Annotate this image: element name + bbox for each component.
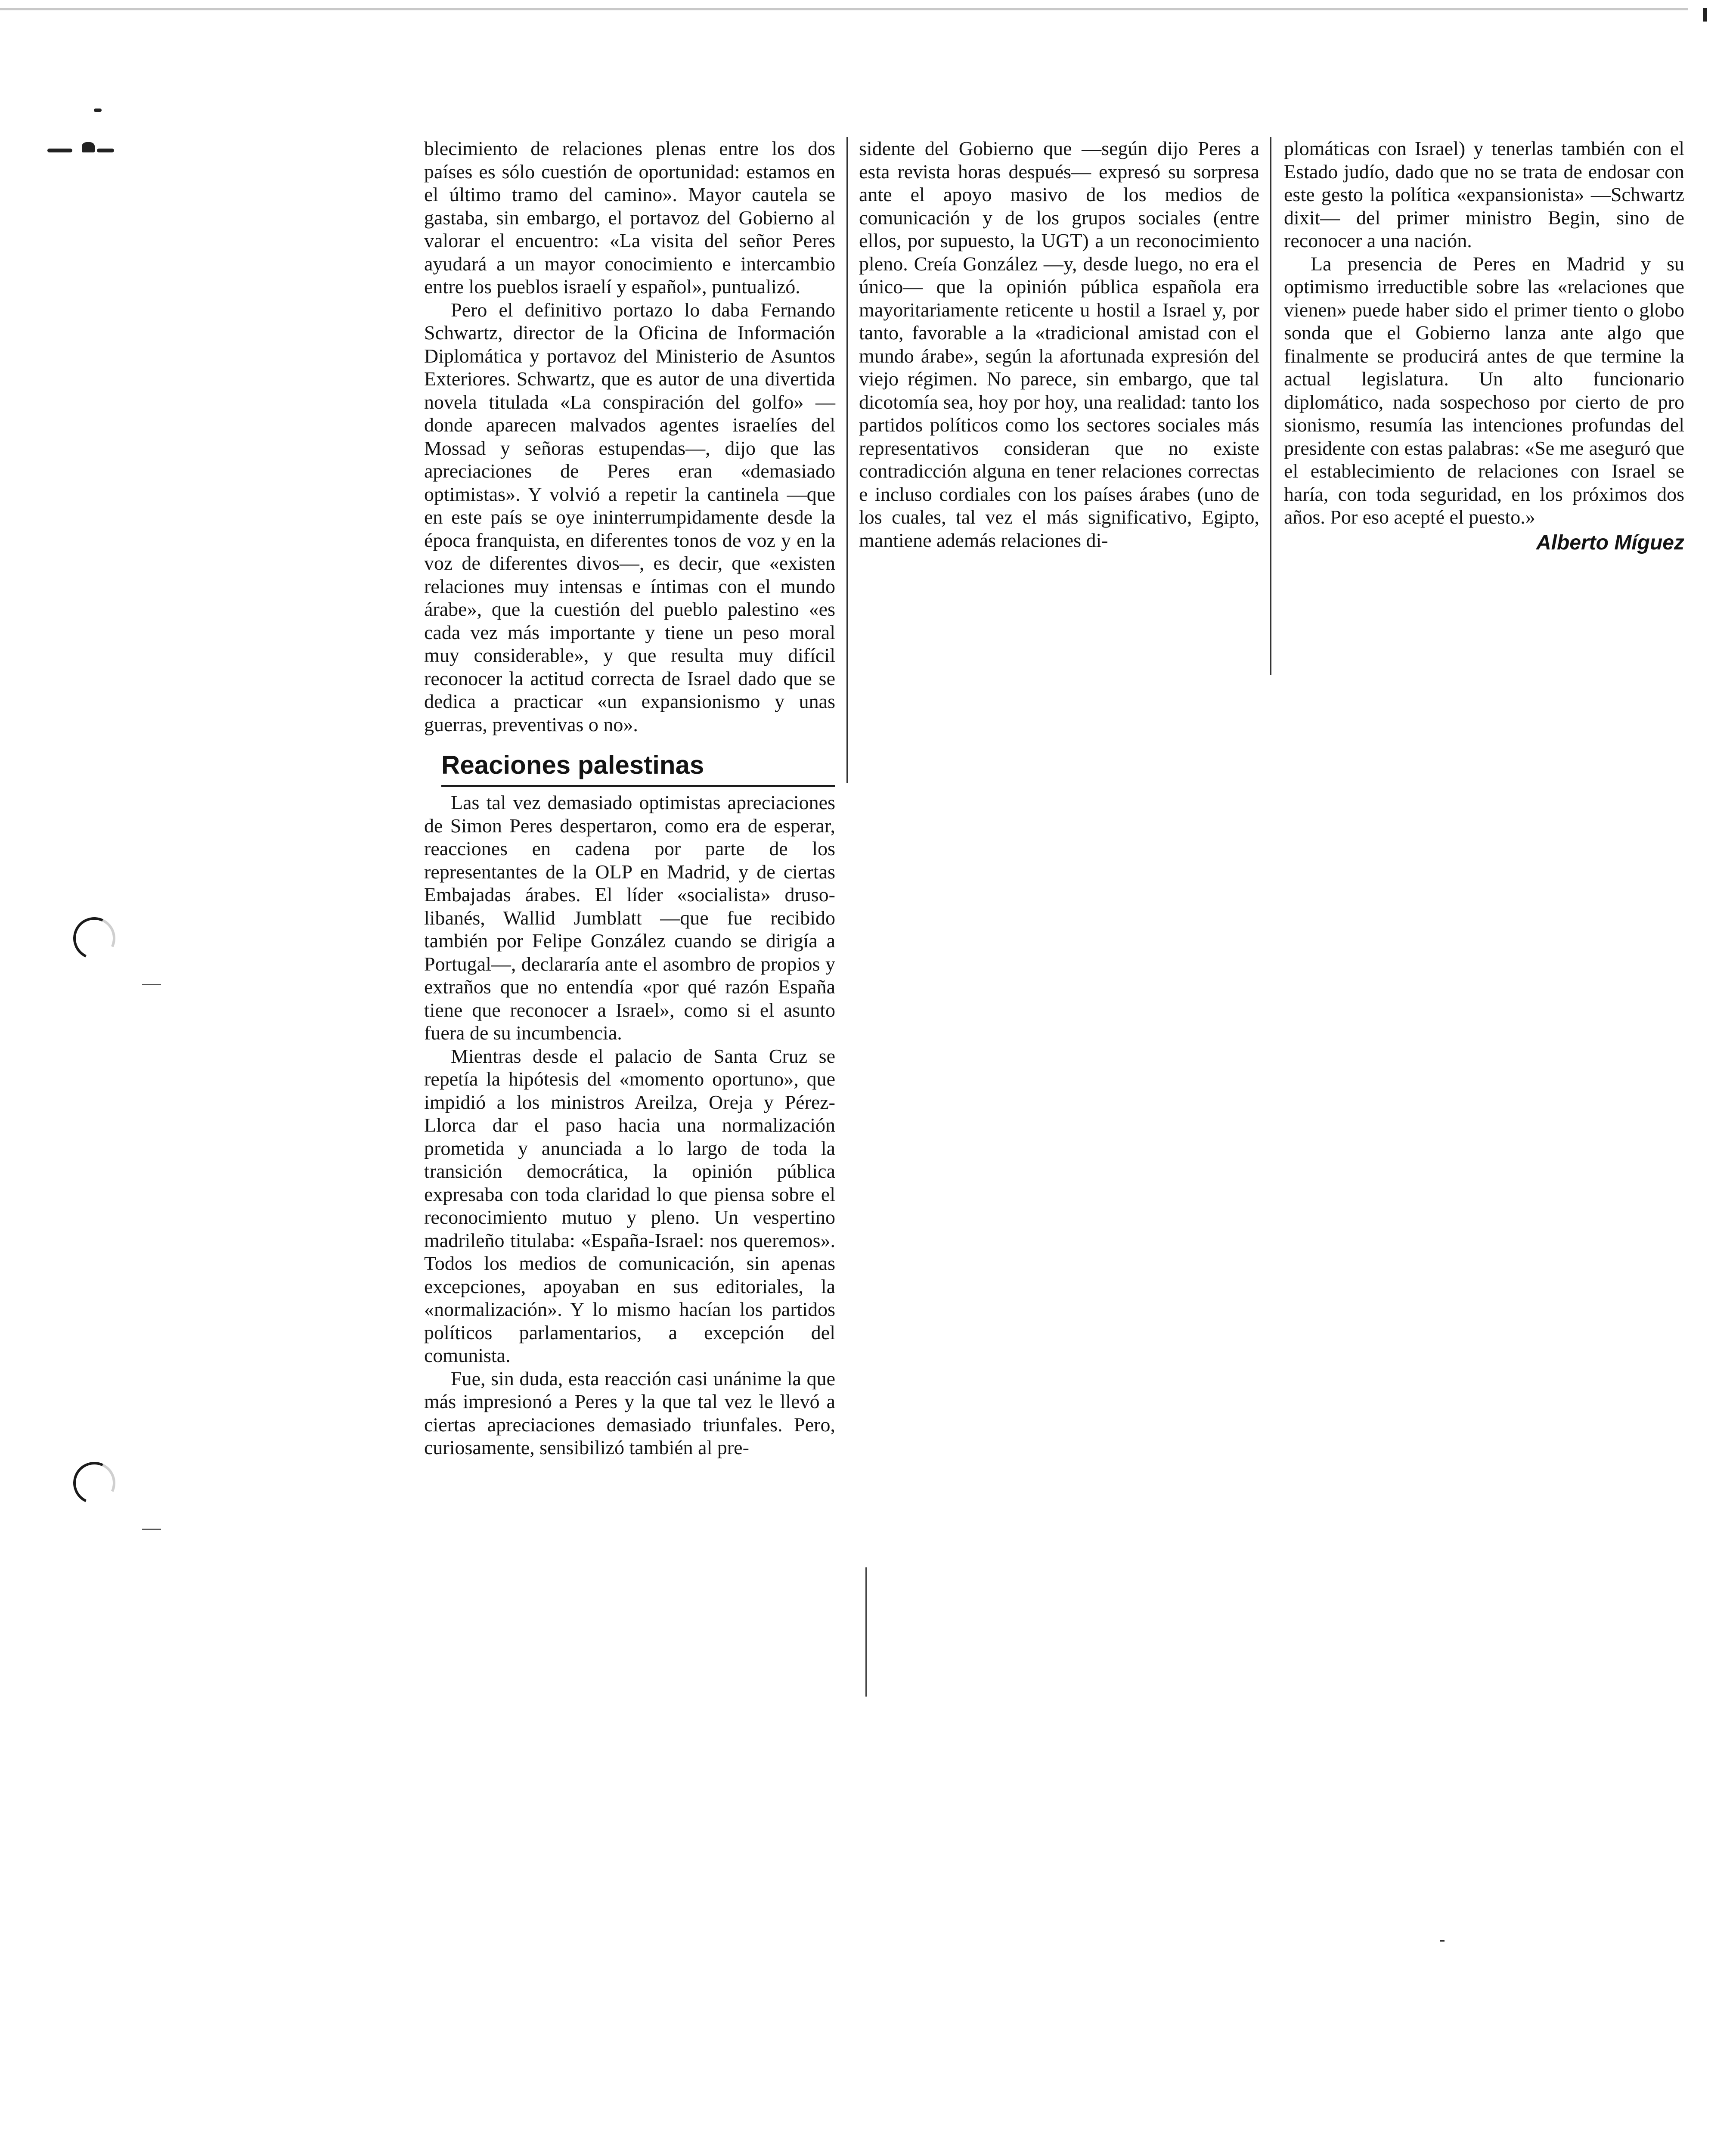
- article-column-3: [1284, 137, 1684, 554]
- col1-paragraph-1: blecimiento de relaciones plenas entre los dos países es sólo cuestión de oportunidad: estamos en el último tramo del camino». Mayor cautela se gastaba, sin embargo, el portavoz del Gobierno al valorar el encuentro: «La visita del señor Peres ayudará a un mayor conocimiento e intercambio entre los pueblos israelí y español», puntualizó.: [424, 137, 835, 298]
- col1-section-paragraph-3: Fue, sin duda, esta reacción casi unánime la que más impresionó a Peres y la que tal vez le llevó a ciertas apreciaciones demasiado triunfales. Pero, curiosamente, sensibilizó también al pre-: [424, 1367, 835, 1458]
- margin-tick-lower: [142, 1529, 161, 1530]
- column-divider-left: [846, 137, 848, 783]
- punch-hole-lower: [67, 1456, 121, 1510]
- corner-mark-left-2: [82, 142, 95, 152]
- section-heading: Reaciones palestinas: [441, 748, 835, 787]
- corner-mark-left: [47, 149, 72, 152]
- article-column-2: [859, 137, 1259, 552]
- col1-section-paragraph-1: Las tal vez demasiado optimistas apreciaciones de Simon Peres despertaron, como era de esperar, reacciones en cadena por parte de los representantes de la OLP en Madrid, y de ciertas Embajadas árabes. El líder «socialista» druso-libanés, Wallid Jumblatt —que fue recibido también por Felipe González cuando se dirigía a Portugal—, declararía ante el asombro de propios y extraños que no entendía «por qué razón España tiene que reconocer a Israel», como si el asunto fuera de su incumbencia.: [424, 791, 835, 1044]
- col1-paragraph-2: Pero el definitivo portazo lo daba Fernando Schwartz, director de la Oficina de Información Diplomática y portavoz del Ministerio de Asuntos Exteriores. Schwartz, que es autor de una divertida novela titulada «La conspiración del golfo» —donde aparecen malvados agentes israelíes del Mossad y señoras estupendas—, dijo que las apreciaciones de Peres eran «demasiado optimistas». Y volvió a repetir la cantinela —que en este país se oye ininterrumpidamente desde la época franquista, en diferentes tonos de voz y en la voz de diferentes divos—, es decir, que «existen relaciones muy intensas e íntimas con el mundo árabe», que la cuestión del pueblo palestino «es cada vez más importante y tiene un peso moral muy considerable», y que resulta muy difícil reconocer la actitud correcta de Israel dado que se dedica a practicar «un expansionismo y unas guerras, preventivas o no».: [424, 298, 835, 735]
- side-bracket-mark: [865, 1567, 867, 1697]
- margin-tick-upper: [142, 984, 161, 985]
- scan-top-edge: [0, 8, 1688, 10]
- article-column-1: [424, 137, 835, 1459]
- corner-mark-left-3: [97, 149, 114, 152]
- author-signature: Alberto Míguez: [1536, 531, 1684, 554]
- stray-mark: [1440, 1940, 1445, 1942]
- col3-paragraph-1: plomáticas con Israel) y tenerlas también con el Estado judío, dado que no se trata de endosar con este gesto la política «expansionista» —Schwartz dixit— del primer ministro Begin, sino de reconocer a una nación.: [1284, 137, 1684, 251]
- corner-mark-dot: [94, 109, 102, 112]
- corner-mark-right: [1703, 8, 1707, 22]
- column-divider-right: [1270, 137, 1271, 675]
- col1-section-paragraph-2: Mientras desde el palacio de Santa Cruz se repetía la hipótesis del «momento oportuno», que impidió a los ministros Areilza, Oreja y Pérez-Llorca dar el paso hacia una normalización prometida y anunciada a lo largo de toda la transición democrática, la opinión pública expresaba con toda claridad lo que piensa sobre el reconocimiento mutuo y pleno. Un vespertino madrileño titulaba: «España-Israel: nos queremos». Todos los medios de comunicación, sin apenas excepciones, apoyaban en sus editoriales, la «normalización». Y lo mismo hacían los partidos políticos parlamentarios, a excepción del comunista.: [424, 1045, 835, 1366]
- col3-paragraph-2: La presencia de Peres en Madrid y su optimismo irreductible sobre las «relaciones que vienen» puede haber sido el primer tiento o globo sonda que el Gobierno lanza ante algo que finalmente se producirá antes de que termine la actual legislatura. Un alto funcionario diplomático, nada sospechoso por cierto de pro sionismo, resumía las intenciones profundas del presidente con estas palabras: «Se me aseguró que el establecimiento de relaciones con Israel se haría, con toda seguridad, en los próximos dos años. Por eso acepté el puesto.»: [1284, 252, 1684, 528]
- punch-hole-upper: [67, 911, 121, 965]
- col2-paragraph-1: sidente del Gobierno que —según dijo Peres a esta revista horas después— expresó su sorpresa ante el apoyo masivo de los medios de comunicación y de los grupos sociales (entre ellos, por supuesto, la UGT) a un reconocimiento pleno. Creía González —y, desde luego, no era el único— que la opinión pública española era mayoritariamente reticente u hostil a Israel y, por tanto, favorable a la «tradicional amistad con el mundo árabe», según la afortunada expresión del viejo régimen. No parece, sin embargo, que tal dicotomía sea, hoy por hoy, una realidad: tanto los partidos políticos como los sectores sociales más representativos consideran que no existe contradicción alguna en tener relaciones correctas e incluso cordiales con los países árabes (uno de los cuales, tal vez el más significativo, Egipto, mantiene además relaciones di-: [859, 137, 1259, 551]
